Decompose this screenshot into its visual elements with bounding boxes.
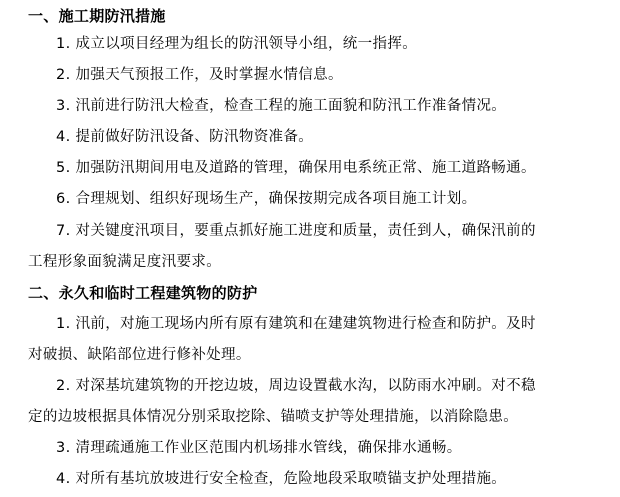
section-heading: 二、永久和临时工程建筑物的防护 <box>28 284 258 302</box>
list-item: 2. 对深基坑建筑物的开挖边坡，周边设置截水沟，以防雨水冲刷。对不稳 <box>56 378 536 394</box>
list-item: 7. 对关键度汛项目，要重点抓好施工进度和质量，责任到人，确保汛前的 <box>56 223 536 239</box>
list-item: 1. 成立以项目经理为组长的防汛领导小组，统一指挥。 <box>56 36 418 52</box>
list-item-continuation: 对破损、缺陷部位进行修补处理。 <box>28 347 251 363</box>
section-heading: 一、施工期防汛措施 <box>28 7 166 25</box>
list-item: 5. 加强防汛期间用电及道路的管理，确保用电系统正常、施工道路畅通。 <box>56 160 536 176</box>
list-item: 1. 汛前，对施工现场内所有原有建筑和在建建筑物进行检查和防护。及时 <box>56 316 536 332</box>
list-item-continuation: 工程形象面貌满足度汛要求。 <box>28 254 222 270</box>
list-item-continuation: 定的边坡根据具体情况分别采取挖除、锚喷支护等处理措施，以消除隐患。 <box>28 409 519 425</box>
list-item: 3. 清理疏通施工作业区范围内机场排水管线，确保排水通畅。 <box>56 440 462 456</box>
list-item: 6. 合理规划、组织好现场生产，确保按期完成各项目施工计划。 <box>56 191 477 207</box>
list-item: 4. 提前做好防汛设备、防汛物资准备。 <box>56 129 314 145</box>
list-item: 4. 对所有基坑放坡进行安全检查，危险地段采取喷锚支护处理措施。 <box>56 471 507 487</box>
list-item: 2. 加强天气预报工作，及时掌握水情信息。 <box>56 67 343 83</box>
list-item: 3. 汛前进行防汛大检查，检查工程的施工面貌和防汛工作准备情况。 <box>56 98 507 114</box>
